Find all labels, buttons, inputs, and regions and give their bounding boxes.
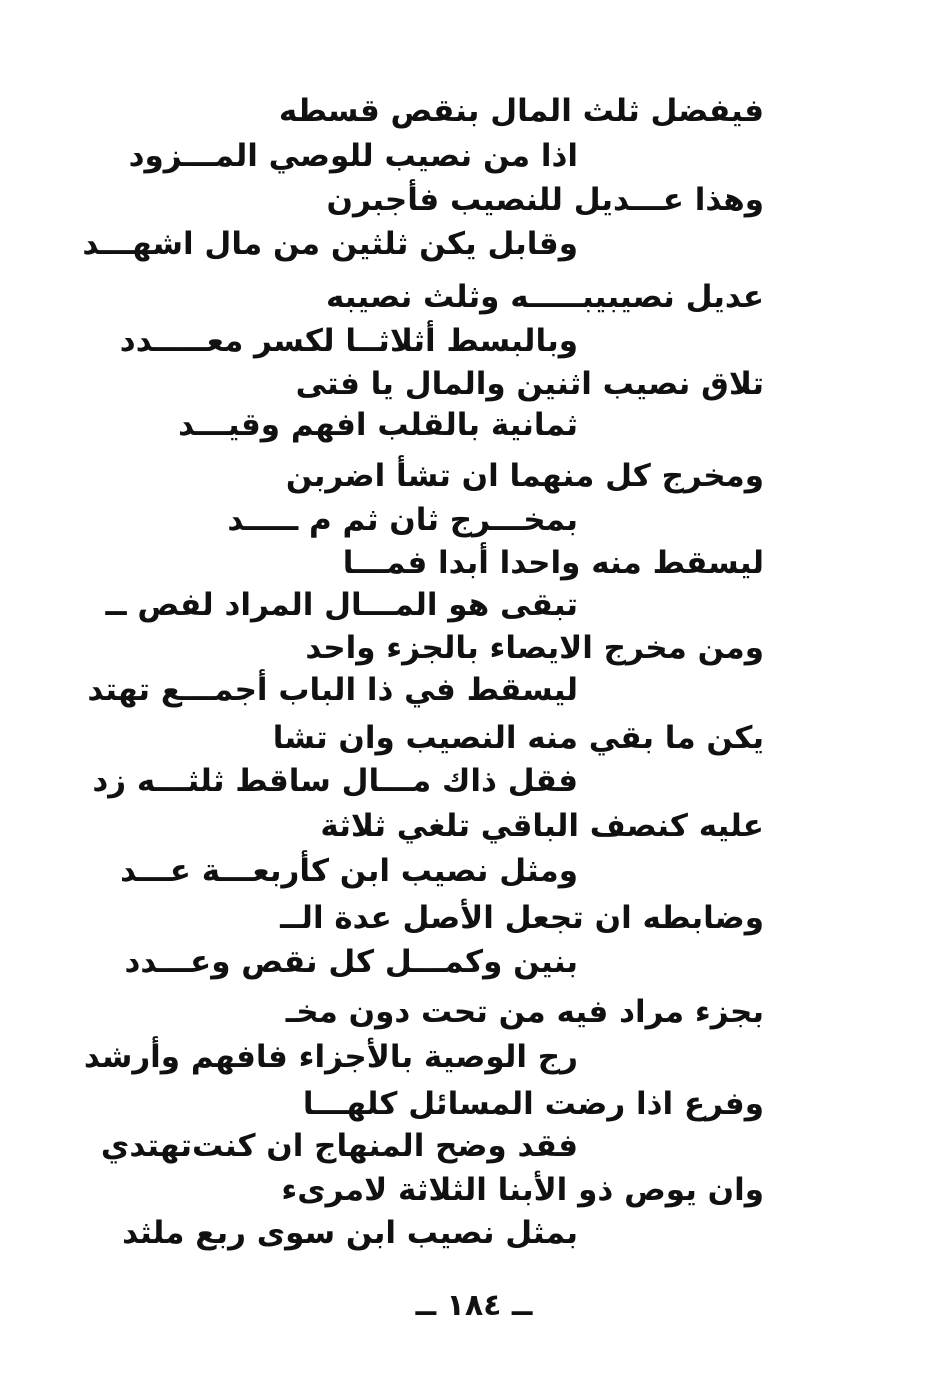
verse-line-22: رج الوصية بالأجزاء فافهم وأرشد xyxy=(83,1039,578,1075)
verse-line-18: ومثل نصيب ابن كأربعـــة عـــد xyxy=(120,853,578,889)
verse-line-23: وفرع اذا رضت المسائل كلهـــا xyxy=(302,1086,764,1122)
verse-line-5: عديل نصيبيبـــــه وثلث نصيبه xyxy=(325,279,764,315)
verse-line-4: وقابل يكن ثلثين من مال اشهـــد xyxy=(82,226,578,262)
verse-line-12: تبقى هو المـــال المراد لفص ــ xyxy=(105,587,578,623)
verse-line-19: وضابطه ان تجعل الأصل عدة الــ xyxy=(280,900,764,936)
verse-line-24: فقد وضح المنهاج ان كنت‌تهتدي xyxy=(100,1128,578,1164)
verse-line-15: يكن ما بقي منه النصيب وان تشا xyxy=(272,720,764,756)
verse-line-2: اذا من نصيب للوصي المـــزود xyxy=(128,138,578,174)
verse-line-1: فيفضل ثلث المال بنقص قسطه xyxy=(278,93,764,129)
verse-line-25: وان يوص ذو الأبنا الثلاثة لامرىء xyxy=(281,1172,764,1208)
verse-line-26: بمثل نصيب ابن سوى ربع ملثد xyxy=(122,1215,578,1251)
verse-line-6: وبالبسط أثلاثــا لكسر معـــــدد xyxy=(119,323,578,359)
verse-line-3: وهذا عـــديل للنصيب فأجبرن xyxy=(326,182,764,218)
verse-line-17: عليه كنصف الباقي تلغي ثلاثة xyxy=(320,808,764,844)
verse-line-7: تلاق نصيب اثنين والمال يا فتى xyxy=(295,366,764,402)
page-number: ــ ١٨٤ ــ xyxy=(415,1288,533,1323)
verse-line-8: ثمانية بالقلب افهم وقيـــد xyxy=(178,407,578,443)
verse-line-21: بجزء مراد فيه من تحت دون مخـ xyxy=(285,994,764,1030)
verse-line-11: ليسقط منه واحدا أبدا فمـــا xyxy=(342,545,764,581)
verse-line-20: بنين وكمـــل كل نقص وعـــدد xyxy=(124,944,578,980)
verse-line-13: ومن مخرج الايصاء بالجزء واحد xyxy=(305,630,764,666)
verse-line-16: فقل ذاك مـــال ساقط ثلثـــه زد xyxy=(92,763,578,799)
verse-line-9: ومخرج كل منهما ان تشأ اضربن xyxy=(285,458,764,494)
verse-line-14: ليسقط في ذا الباب أجمـــع تهتد xyxy=(87,672,578,708)
verse-line-10: بمخـــرج ثان ثم م ـــــد xyxy=(227,502,578,538)
